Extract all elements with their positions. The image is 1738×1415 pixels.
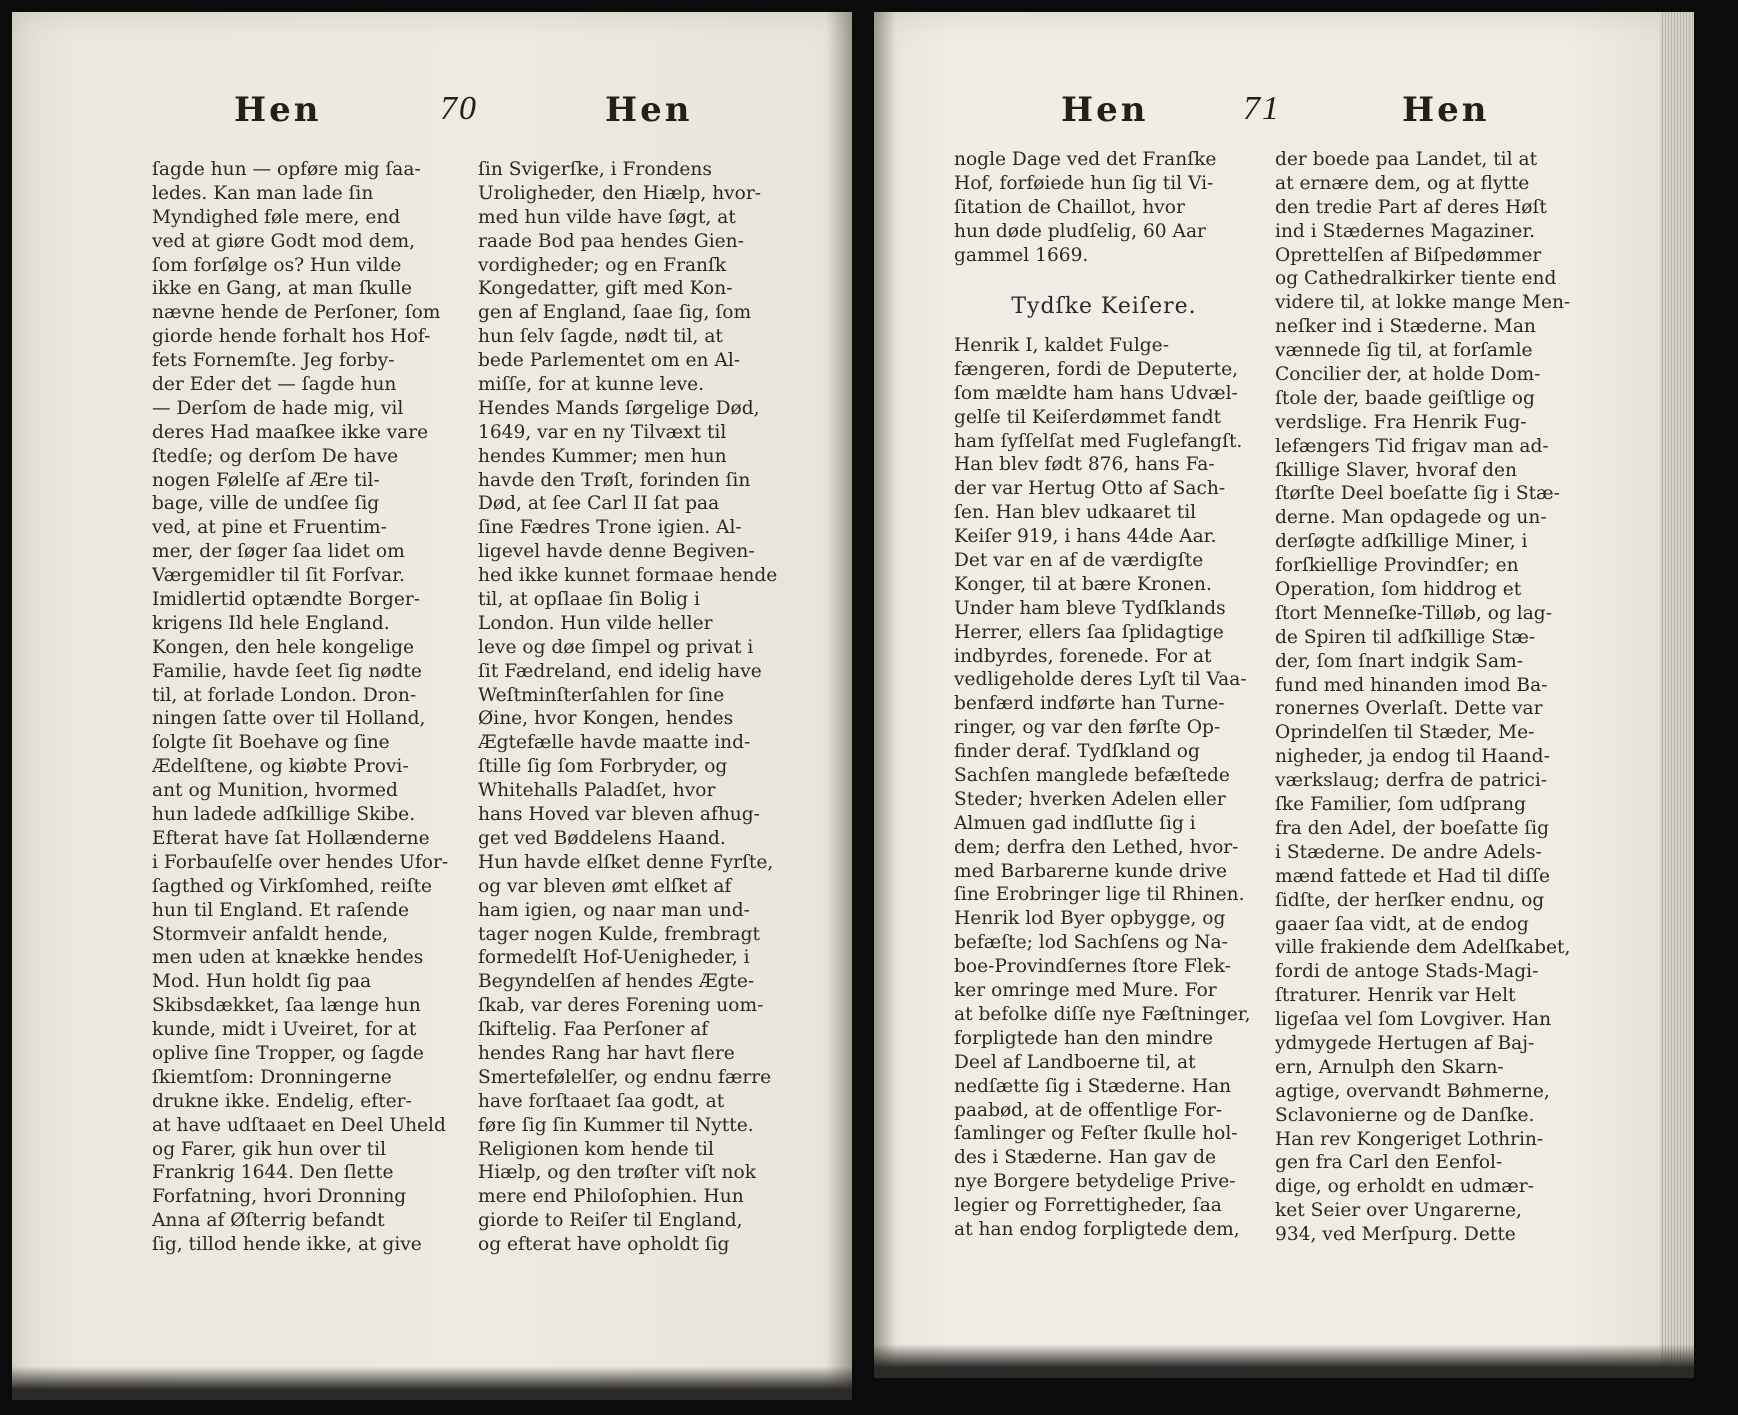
text-line: krigens Ild hele England. (152, 612, 390, 634)
text-line: boe-Provindſernes ſtore Flek- (954, 956, 1231, 978)
text-line: ſkillige Slaver, hvoraf den (1275, 459, 1518, 481)
text-line: ham igien, og naar man und- (478, 899, 750, 921)
text-line: derne. Man opdagede og un- (1275, 507, 1547, 529)
text-line: Myndighed føle mere, end (152, 206, 401, 228)
text-line: der var Hertug Otto af Sach- (954, 478, 1226, 500)
right-column-a-lead (954, 148, 1254, 267)
text-line: Død, at ſee Carl II ſat paa (478, 493, 720, 515)
text-line: finder deraf. Tydſkland og (954, 741, 1200, 763)
text-line: 934, ved Merſpurg. Dette (1275, 1224, 1516, 1246)
text-line: med Barbarerne kunde drive (954, 860, 1228, 882)
text-line: Sachſen manglede befæſtede (954, 765, 1230, 787)
text-line: ſine Fædres Trone igien. Al- (478, 517, 742, 539)
text-line: havde den Trøſt, forinden ſin (478, 469, 751, 491)
text-line: at have udſtaaet en Deel Uheld (152, 1114, 446, 1136)
text-line: ſagde hun — opføre mig ſaa- (152, 159, 421, 180)
text-line: Begyndelſen af hendes Ægte- (478, 971, 755, 993)
text-line: hun ladede adſkillige Skibe. (152, 804, 416, 826)
text-line: men uden at knække hendes (152, 947, 424, 969)
text-line: neſker ind i Stæderne. Man (1275, 316, 1536, 338)
text-line: vedligeholde deres Lyſt til Vaa- (954, 669, 1247, 691)
text-line: ſtille ſig ſom Forbryder, og (478, 756, 728, 778)
text-line: Konger, til at bære Kronen. (954, 573, 1212, 595)
text-line: ronernes Overlaſt. Dette var (1275, 698, 1543, 720)
text-line: hun til England. Et raſende (152, 899, 409, 921)
text-line: hendes Kummer; men hun (478, 445, 727, 467)
text-line: ſkab, var deres Forening uom- (478, 995, 764, 1017)
text-line: der boede paa Landet, til at (1275, 149, 1538, 170)
text-line: Whitehalls Paladſet, hvor (478, 780, 716, 802)
text-line: føre ſig ſin Kummer til Nytte. (478, 1114, 754, 1136)
text-line: have forſtaaet ſaa godt, at (478, 1090, 725, 1112)
text-line: ſke Familier, ſom udſprang (1275, 794, 1527, 816)
left-column-a (152, 158, 452, 1257)
text-line: derſøgte adſkillige Miner, i (1275, 531, 1528, 553)
text-line: gen af England, ſaae ſig, ſom (478, 302, 752, 324)
text-line: Det var en af de værdigſte (954, 550, 1204, 572)
text-line: Anna af Øſterrig befandt (152, 1210, 385, 1232)
text-line: fordi de antoge Stads-Magi- (1275, 961, 1539, 983)
text-line: raade Bod paa hendes Gien- (478, 230, 744, 252)
text-line: Concilier der, at holde Dom- (1275, 364, 1541, 386)
text-line: fra den Adel, der boeſatte ſig (1275, 817, 1550, 839)
text-line: dem; derfra den Lethed, hvor- (954, 836, 1239, 858)
text-line: med hun vilde have ſøgt, at (478, 206, 736, 228)
text-line: ſtedſe; og derſom De have (152, 445, 399, 467)
text-line: til, at forlade London. Dron- (152, 684, 417, 706)
text-line: des i Stæderne. Han gav de (954, 1147, 1216, 1169)
text-line: de Spiren til adſkillige Stæ- (1275, 626, 1536, 648)
text-line: Imidlertid optændte Borger- (152, 589, 421, 611)
right-page (874, 12, 1694, 1378)
text-line: Weſtminſterſahlen for ſine (478, 684, 725, 706)
text-line: Oprindelſen til Stæder, Me- (1275, 722, 1535, 744)
text-line: Henrik lod Byer opbygge, og (954, 908, 1226, 930)
text-line: der, ſom ſnart indgik Sam- (1275, 650, 1523, 672)
text-line: indbyrdes, forenede. For at (954, 645, 1212, 667)
text-line: ſom forſølge os? Hun vilde (152, 254, 402, 276)
text-line: ringer, og var den førſte Op- (954, 717, 1221, 739)
text-line: nye Borgere betydelige Prive- (954, 1171, 1236, 1193)
text-line: Ægtefælle havde maatte ind- (478, 732, 751, 754)
text-line: drukne ikke. Endelig, efter- (152, 1090, 412, 1112)
left-page-number: 70 (440, 90, 478, 127)
text-line: verdslige. Fra Henrik Fug- (1275, 411, 1527, 433)
left-column-b (478, 158, 778, 1257)
text-line: giorde to Reiſer til England, (478, 1210, 743, 1232)
text-line: og Farer, gik hun over til (152, 1138, 387, 1160)
text-line: fets Fornemſte. Jeg forby- (152, 350, 395, 372)
text-line: agtige, overvandt Bøhmerne, (1275, 1080, 1550, 1102)
text-line: ind i Stædernes Magaziner. (1275, 220, 1536, 242)
right-page-number: 71 (1243, 90, 1281, 127)
text-line: Sclavonierne og de Danſke. (1275, 1104, 1535, 1126)
left-page-bottom-edge (12, 1366, 852, 1400)
text-line: forpligtede han den mindre (954, 1027, 1214, 1049)
text-line: — Derſom de hade mig, vil (152, 397, 404, 419)
text-line: ſidſte, der herſker endnu, og (1275, 889, 1545, 911)
text-line: og var bleven ømt elſket af (478, 875, 732, 897)
text-line: Uroligheder, den Hiælp, hvor- (478, 182, 762, 204)
text-line: Ædelſtene, og kiøbte Provi- (152, 756, 409, 778)
text-line: ſom mældte ham hans Udvæl- (954, 382, 1238, 404)
text-line: tager nogen Kulde, frembragt (478, 923, 761, 945)
text-line: nedſætte ſig i Stæderne. Han (954, 1075, 1232, 1097)
text-line: leve og døe ſimpel og privat i (478, 636, 754, 658)
text-line: ville frakiende dem Adelſkabet, (1275, 937, 1571, 959)
text-line: der Eder det — ſagde hun (152, 374, 397, 396)
text-line: ledes. Kan man lade ſin (152, 182, 374, 204)
text-line: deres Had maaſkee ikke vare (152, 421, 429, 443)
text-line: befæſte; lod Sachſens og Na- (954, 932, 1228, 954)
text-line: paabød, at de offentlige For- (954, 1099, 1222, 1121)
text-line: Familie, havde ſeet ſig nødte (152, 660, 422, 682)
text-line: Herrer, ellers ſaa ſplidagtige (954, 621, 1224, 643)
text-line: ſtole der, baade geiſtlige og (1275, 387, 1535, 409)
text-line: Forfatning, hvori Dronning (152, 1186, 407, 1208)
text-line: hed ikke kunnet formaae hende (478, 565, 778, 587)
text-line: hendes Rang har havt flere (478, 1042, 735, 1064)
right-column-a-body (954, 334, 1254, 1242)
text-line: at befolke diſſe nye Fæſtninger, (954, 1003, 1251, 1025)
text-line: Frankrig 1644. Den ſlette (152, 1162, 394, 1184)
right-page-header (874, 90, 1694, 140)
text-line: nogle Dage ved det Franſke (954, 149, 1217, 170)
text-line: London. Hun vilde heller (478, 612, 713, 634)
text-line: ligevel havde denne Begiven- (478, 541, 755, 563)
left-page (12, 12, 852, 1400)
text-line: Henrik I, kaldet Fulge- (954, 335, 1169, 356)
text-line: nævne hende de Perſoner, ſom (152, 302, 441, 324)
text-line: Øine, hvor Kongen, hendes (478, 708, 734, 730)
text-line: ſen. Han blev udkaaret til (954, 502, 1197, 524)
text-line: Under ham bleve Tydſklands (954, 597, 1226, 619)
text-line: ligeſaa vel ſom Lovgiver. Han (1275, 1009, 1552, 1031)
right-headword-left: Hen (1061, 90, 1149, 130)
text-line: værkslaug; derfra de patrici- (1275, 770, 1548, 792)
text-line: nigheder, ja endog til Haand- (1275, 746, 1550, 768)
text-line: Skibsdækket, ſaa længe hun (152, 995, 421, 1017)
text-line: hun ſelv ſagde, nødt til, at (478, 326, 723, 348)
text-line: i Forbauſelſe over hendes Ufor- (152, 851, 449, 873)
text-line: Mod. Hun holdt ſig paa (152, 971, 372, 993)
text-line: Hun havde elſket denne Fyrſte, (478, 851, 774, 873)
text-line: Kongedatter, gift med Kon- (478, 278, 733, 300)
text-line: ſamlinger og Feſter ſkulle hol- (954, 1123, 1238, 1145)
text-line: formedelſt Hof-Uenigheder, i (478, 947, 750, 969)
text-line: Han rev Kongeriget Lothrin- (1275, 1128, 1544, 1150)
right-column-b (1275, 148, 1575, 1247)
text-line: ſkiemtſom: Dronningerne (152, 1066, 392, 1088)
text-line: get ved Bøddelens Haand. (478, 827, 726, 849)
text-line: Efterat have ſat Hollænderne (152, 827, 430, 849)
text-line: Smertefølelſer, og endnu færre (478, 1066, 772, 1088)
text-line: og Cathedralkirker tiente end (1275, 268, 1557, 290)
text-line: mere end Philoſophien. Hun (478, 1186, 744, 1208)
text-line: Keiſer 919, i hans 44de Aar. (954, 526, 1217, 548)
text-line: lefængers Tid frigav man ad- (1275, 435, 1549, 457)
text-line: ningen ſatte over til Holland, (152, 708, 426, 730)
text-line: hun døde pludſelig, 60 Aar (954, 220, 1206, 242)
right-headword-right: Hen (1402, 90, 1490, 130)
text-line: 1649, var en ny Tilvæxt til (478, 421, 727, 443)
text-line: Deel af Landboerne til, at (954, 1051, 1196, 1073)
text-line: ſtort Menneſke-Tilløb, og lag- (1275, 602, 1552, 624)
text-line: gammel 1669. (954, 244, 1089, 266)
right-page-bottom-edge (874, 1344, 1694, 1378)
text-line: ſig, tillod hende ikke, at give (152, 1234, 422, 1256)
text-line: Hendes Mands ſørgelige Død, (478, 397, 760, 419)
left-page-header (12, 90, 852, 140)
right-gutter-shadow (874, 12, 896, 1378)
text-line: dige, og erholdt en udmær- (1275, 1176, 1534, 1198)
text-line: giorde hende forhalt hos Hof- (152, 326, 431, 348)
text-line: gelſe til Keiſerdømmet fandt (954, 406, 1222, 428)
text-line: ſtraturer. Henrik var Helt (1275, 985, 1516, 1007)
text-line: Operation, ſom hiddrog et (1275, 579, 1522, 601)
text-line: Værgemidler til ſit Forſvar. (152, 565, 405, 587)
text-line: og efterat have opholdt ſig (478, 1234, 730, 1256)
text-line: nogen Følelſe af Ære til- (152, 469, 380, 491)
text-line: vordigheder; og en Franſk (478, 254, 727, 276)
text-line: ſine Erobringer lige til Rhinen. (954, 884, 1245, 906)
text-line: Hof, forføiede hun ſig til Vi- (954, 172, 1214, 194)
text-line: ant og Munition, hvormed (152, 780, 398, 802)
text-line: til, at opſlaae ſin Bolig i (478, 589, 700, 611)
text-line: Almuen gad indſlutte ſig i (954, 812, 1196, 834)
text-line: Stormveir anfaldt hende, (152, 923, 389, 945)
text-line: hans Hoved var bleven afhug- (478, 804, 760, 826)
text-line: mer, der ſøger ſaa lidet om (152, 541, 405, 563)
left-headword-right: Hen (605, 90, 693, 130)
text-line: forſkiellige Provindſer; en (1275, 555, 1519, 577)
text-line: Han blev født 876, hans Fa- (954, 454, 1215, 476)
text-line: at han endog forpligtede dem, (954, 1218, 1240, 1240)
text-line: Religionen kom hende til (478, 1138, 714, 1160)
text-line: gaaer ſaa vidt, at de endog (1275, 913, 1529, 935)
text-line: ſin Svigerſke, i Frondens (478, 159, 712, 180)
text-line: Hiælp, og den trøſter viſt nok (478, 1162, 756, 1184)
text-line: bage, ville de undſee ſig (152, 493, 380, 515)
text-line: Oprettelſen af Biſpedømmer (1275, 244, 1542, 266)
text-line: gen fra Carl den Eenfol- (1275, 1152, 1503, 1174)
text-line: fængeren, fordi de Deputerte, (954, 358, 1239, 380)
text-line: miſſe, for at kunne leve. (478, 374, 704, 396)
text-line: ſitation de Chaillot, hvor (954, 196, 1185, 218)
text-line: den tredie Part af deres Høſt (1275, 196, 1547, 218)
text-line: Kongen, den hele kongelige (152, 636, 415, 658)
text-line: ydmygede Hertugen af Baj- (1275, 1032, 1535, 1054)
text-line: oplive ſine Tropper, og ſagde (152, 1042, 424, 1064)
text-line: ſkiftelig. Faa Perſoner af (478, 1019, 709, 1041)
left-gutter-shadow (826, 12, 852, 1400)
text-line: ſtørſte Deel boeſatte ſig i Stæ- (1275, 483, 1560, 505)
text-line: ſit Fædreland, end idelig have (478, 660, 762, 682)
text-line: i Stæderne. De andre Adels- (1275, 841, 1542, 863)
text-line: ket Seier over Ungarerne, (1275, 1200, 1522, 1222)
text-line: videre til, at lokke mange Men- (1275, 292, 1571, 314)
text-line: ker omringe med Mure. For (954, 980, 1217, 1002)
text-line: ikke en Gang, at man ſkulle (152, 278, 413, 300)
page-edge-stack (1660, 12, 1694, 1378)
text-line: legier og Forrettigheder, ſaa (954, 1195, 1222, 1217)
text-line: benfærd indførte han Turne- (954, 693, 1225, 715)
text-line: ern, Arnulph den Skarn- (1275, 1056, 1504, 1078)
section-heading: Tydſke Keiſere. (1011, 294, 1197, 319)
text-line: ſagthed og Virkſomhed, reiſte (152, 875, 432, 897)
text-line: Steder; hverken Adelen eller (954, 788, 1226, 810)
text-line: vænnede ſig til, at forſamle (1275, 340, 1533, 362)
text-line: at ernære dem, og at flytte (1275, 172, 1530, 194)
text-line: kunde, midt i Uveiret, for at (152, 1019, 417, 1041)
text-line: ham ſyſſelſat med Fuglefangſt. (954, 430, 1243, 452)
text-line: ved, at pine et Fruentim- (152, 517, 387, 539)
text-line: ved at giøre Godt mod dem, (152, 230, 416, 252)
left-headword-left: Hen (234, 90, 322, 130)
text-line: bede Parlementet om en Al- (478, 350, 741, 372)
text-line: mænd fattede et Had til diſſe (1275, 865, 1551, 887)
text-line: ſolgte ſit Boehave og ſine (152, 732, 390, 754)
text-line: fund med hinanden imod Ba- (1275, 674, 1548, 696)
